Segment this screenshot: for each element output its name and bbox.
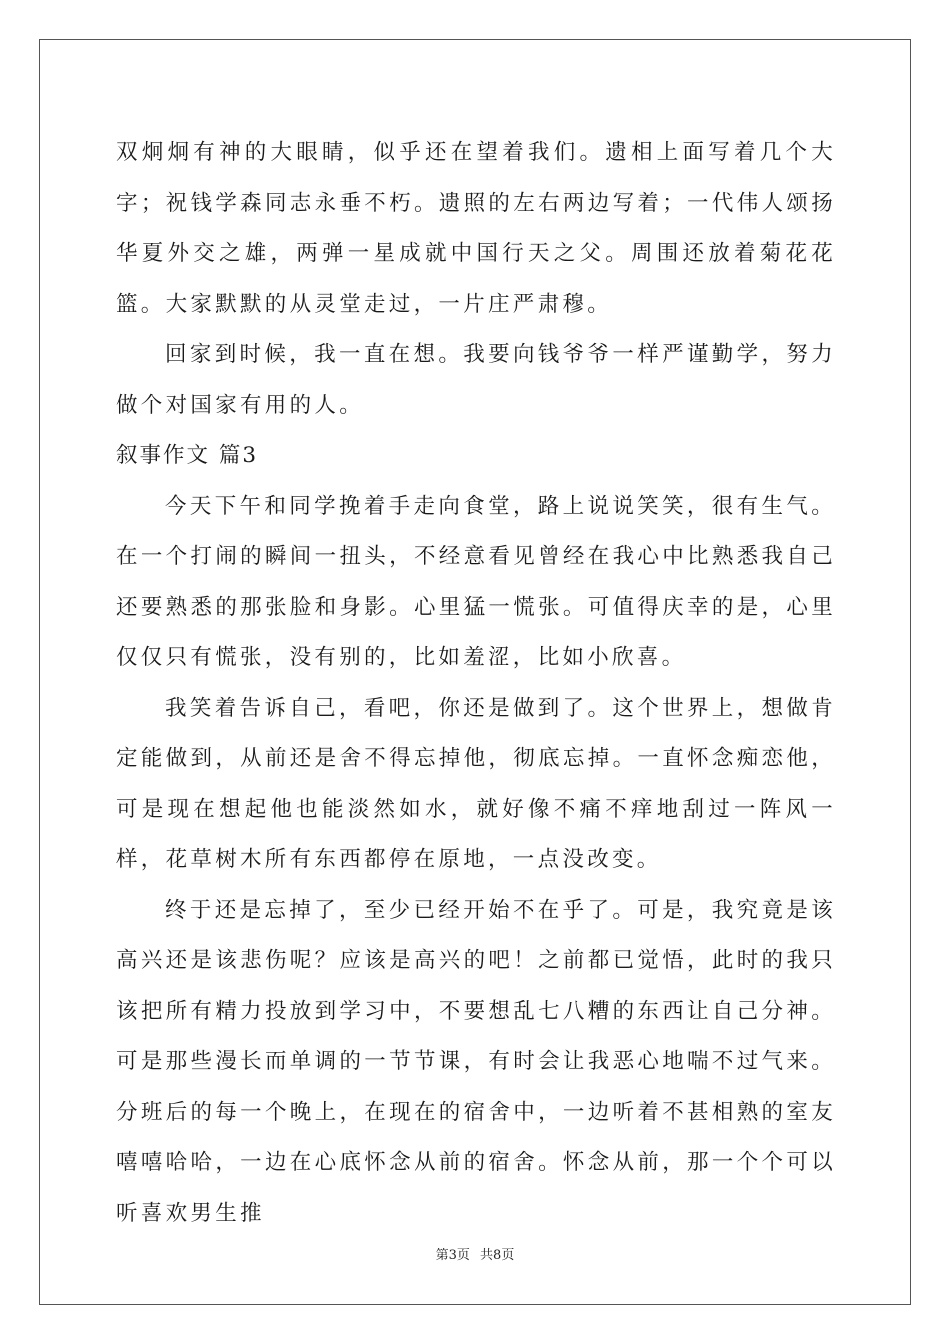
- paragraph-2: 回家到时候，我一直在想。我要向钱爷爷一样严谨勤学，努力做个对国家有用的人。: [116, 342, 836, 418]
- page-footer: 第3页 共8页: [435, 1248, 515, 1263]
- paragraph-4: 我笑着告诉自己，看吧，你还是做到了。这个世界上，想做肯定能做到，从前还是舍不得忘掉他，彻底忘掉。一直怀念痴恋他，可是现在想起他也能淡然如水，就好像不痛不痒地刮过一阵风一样，花草树木所有东西都停在原地，一点没改变。: [116, 695, 836, 872]
- paragraph-3: 今天下午和同学挽着手走向食堂，路上说说笑笑，很有生气。在一个打闹的瞬间一扭头，不经意看见曾经在我心中比熟悉我自己还要熟悉的那张脸和身影。心里猛一慌张。可值得庆幸的是，心里仅仅只有慌张，没有别的，比如羞涩，比如小欣喜。: [116, 493, 836, 670]
- section-heading: 叙事作文 篇3: [116, 443, 259, 468]
- paragraph-5: 终于还是忘掉了，至少已经开始不在乎了。可是，我究竟是该高兴还是该悲伤呢？应该是高兴的吧！之前都已觉悟，此时的我只该把所有精力投放到学习中，不要想乱七八糟的东西让自己分神。可是那些漫长而单调的一节节课，有时会让我恶心地喘不过气来。分班后的每一个晚上，在现在的宿舍中，一边听着不甚相熟的室友嘻嘻哈哈，一边在心底怀念从前的宿舍。怀念从前，那一个个可以听喜欢男生推: [116, 897, 836, 1226]
- paragraph-1: 双炯炯有神的大眼睛，似乎还在望着我们。遗相上面写着几个大字；祝钱学森同志永垂不朽。遗照的左右两边写着；一代伟人颂扬华夏外交之雄，两弹一星成就中国行天之父。周围还放着菊花花篮。大家默默的从灵堂走过，一片庄严肃穆。: [116, 140, 836, 317]
- document-body: [116, 128, 836, 1239]
